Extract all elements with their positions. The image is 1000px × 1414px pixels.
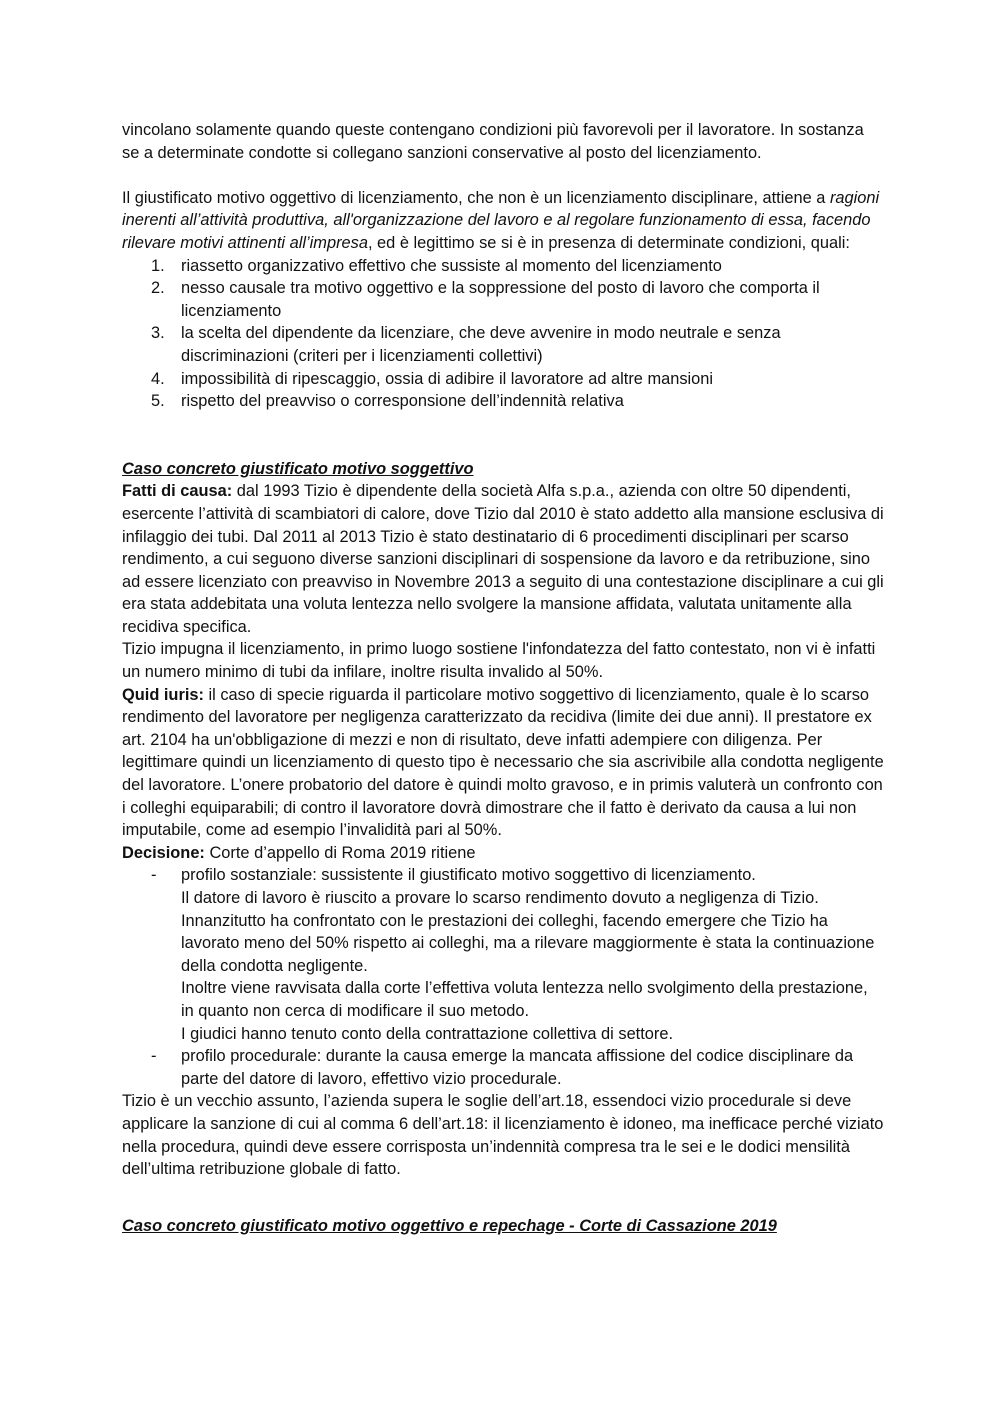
fatti-paragraph	[122, 480, 884, 638]
list-item-text: impossibilità di ripescaggio, ossia di adibire il lavoratore ad altre mansioni	[181, 369, 714, 388]
list-number: 2.	[151, 279, 165, 298]
intro-paragraph: vincolano solamente quando queste contengano condizioni più favorevoli per il lavoratore. In sostanza se a determinate condotte si collegano sanzioni conservative al posto del licenziamento.	[122, 121, 864, 162]
list-item	[122, 1045, 884, 1090]
list-item-text: profilo sostanziale: sussistente il giustificato motivo soggettivo di licenziamento.	[181, 866, 756, 885]
list-item	[122, 277, 884, 322]
decisione-list	[122, 864, 884, 1090]
list-item-text: rispetto del preavviso o corresponsione dell’indennità relativa	[181, 392, 624, 411]
gmo-paragraph	[122, 187, 884, 255]
list-item	[122, 322, 884, 367]
dash-bullet: -	[151, 866, 157, 885]
list-item	[122, 255, 884, 278]
list-item	[122, 368, 884, 391]
case1-heading: Caso concreto giustificato motivo soggettivo	[122, 459, 474, 478]
fatti-text: dal 1993 Tizio è dipendente della società Alfa s.p.a., azienda con oltre 50 dipendenti, esercente l’attività di scambiatori di calore, dove Tizio dal 2010 è stato addetto alla mansione esclusiva di infilaggio dei tubi. Dal 2011 al 2013 Tizio è stato destinatario di 6 procedimenti disciplinari per scarso rendimento, a cui seguono diverse sanzioni disciplinari di sospensione da lavoro e da retribuzione, sino ad essere licenziato con preavviso in Novembre 2013 a seguito di una contestazione disciplinare a cui gli era stata addebitata una voluta lentezza nello svolgere la mansione affidata, valutata unitamente alla recidiva specifica.	[122, 482, 884, 636]
list-number: 3.	[151, 324, 165, 343]
document-body	[122, 119, 884, 1237]
conclusion-paragraph: Tizio è un vecchio assunto, l’azienda supera le soglie dell’art.18, essendoci vizio procedurale si deve applicare la sanzione di cui al comma 6 dell’art.18: il licenziamento è idoneo, ma inefficace perché viziato nella procedura, quindi deve essere corrisposta un’indennità compresa tra le sei e le dodici mensilità dell’ultima retribuzione globale di fatto.	[122, 1092, 884, 1179]
quid-label: Quid iuris:	[122, 685, 204, 704]
gmo-text-start: Il giustificato motivo oggettivo di licenziamento, che non è un licenziamento disciplinare, attiene a	[122, 188, 830, 207]
fatti-label: Fatti di causa:	[122, 482, 233, 501]
decisione-text: Corte d’appello di Roma 2019 ritiene	[204, 843, 476, 862]
list-item	[122, 864, 884, 1045]
list-number: 5.	[151, 392, 165, 411]
decisione-label: Decisione:	[122, 843, 205, 862]
list-item	[122, 390, 884, 413]
list-item-text: Il datore di lavoro è riuscito a provare lo scarso rendimento dovuto a negligenza di Tizio. Innanzitutto ha confrontato con le prestazioni dei colleghi, facendo emergere che Tizio ha lavorato meno del 50% rispetto ai colleghi, ma a rilevare maggiormente è stata la continuazione della condotta negligente.	[181, 889, 875, 975]
list-item-text: I giudici hanno tenuto conto della contrattazione collettiva di settore.	[181, 1024, 674, 1043]
list-number: 4.	[151, 369, 165, 388]
quid-text: il caso di specie riguarda il particolare motivo soggettivo di licenziamento, quale è lo scarso rendimento del lavoratore per negligenza caratterizzato da recidiva (limite dei due anni). Il prestatore ex art. 2104 ha un'obbligazione di mezzi e non di risultato, deve infatti adempiere con diligenza. Per legittimare quindi un licenziamento di questo tipo è necessario che sia ascrivibile alla condotta negligente del lavoratore. L’onere probatorio del datore è quindi molto gravoso, e in primis valuterà un confronto con i colleghi equiparabili; di contro il lavoratore dovrà dimostrare che il fatto è derivato da causa a lui non imputabile, come ad esempio l’invalidità pari al 50%.	[122, 685, 884, 840]
list-item-text: profilo procedurale: durante la causa emerge la mancata affissione del codice disciplinare da parte del datore di lavoro, effettivo vizio procedurale.	[181, 1047, 854, 1088]
list-item-text: Inoltre viene ravvisata dalla corte l’effettiva voluta lentezza nello svolgimento della prestazione, in quanto non cerca di modificare il suo metodo.	[181, 979, 868, 1020]
gmo-text-end: , ed è legittimo se si è in presenza di determinate condizioni, quali:	[367, 233, 850, 252]
gmo-conditions-list	[122, 255, 884, 413]
impugna-paragraph: Tizio impugna il licenziamento, in primo luogo sostiene l'infondatezza del fatto contestato, non vi è infatti un numero minimo di tubi da infilare, inoltre risulta invalido al 50%.	[122, 640, 876, 682]
list-item-text: riassetto organizzativo effettivo che sussiste al momento del licenziamento	[181, 256, 722, 275]
list-item-text: la scelta del dipendente da licenziare, che deve avvenire in modo neutrale e senza discriminazioni (criteri per i licenziamenti collettivi)	[181, 324, 781, 365]
decisione-paragraph	[122, 842, 884, 865]
list-number: 1.	[151, 256, 165, 275]
gmo-text-italic: ragioni inerenti all’attività produttiva, all'organizzazione del lavoro e al regolare funzionamento di essa, facendo rilevare motivi attinenti all’impresa	[122, 188, 880, 252]
case2-heading: Caso concreto giustificato motivo oggettivo e repechage - Corte di Cassazione 2019	[122, 1216, 777, 1235]
list-item-text: nesso causale tra motivo oggettivo e la soppressione del posto di lavoro che comporta il licenziamento	[181, 279, 820, 320]
dash-bullet: -	[151, 1047, 157, 1066]
quid-paragraph	[122, 684, 884, 842]
